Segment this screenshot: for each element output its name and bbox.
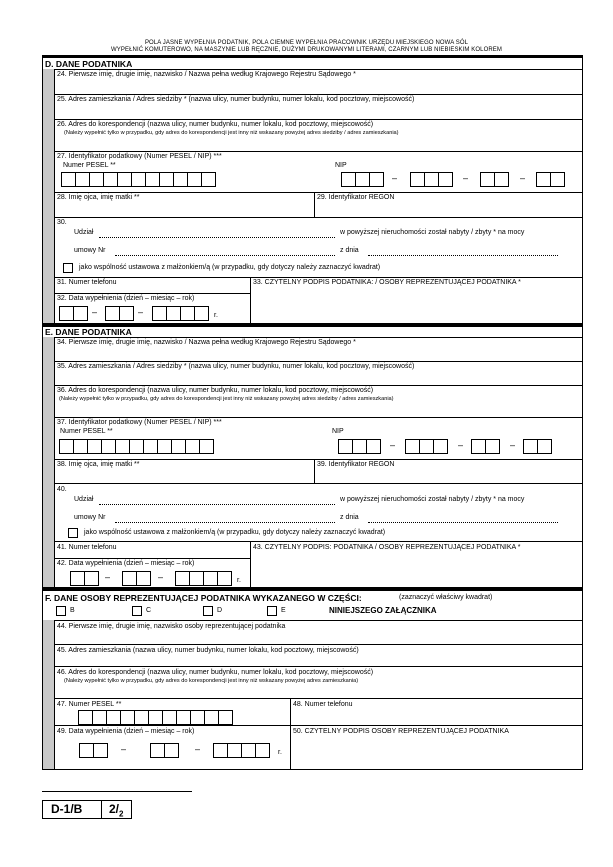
option-b-checkbox[interactable] — [56, 606, 66, 616]
nip-cells-4[interactable] — [536, 172, 564, 187]
zdnia-input[interactable] — [368, 522, 558, 523]
field-44-label: 44. Pierwsze imię, drugie imię, nazwisko osoby reprezentującej podatnika — [57, 623, 286, 630]
pesel-cells[interactable] — [61, 172, 215, 187]
field-49-label: 49. Data wypełnienia (dzień – miesiąc – rok) — [57, 728, 195, 735]
footer-rule — [42, 791, 192, 792]
nip-label: NIP — [332, 428, 344, 435]
field-41-label: 41. Numer telefonu — [57, 544, 117, 551]
date-day-cells[interactable] — [79, 743, 107, 758]
divider — [314, 460, 315, 484]
nip-cells-2[interactable] — [405, 439, 447, 454]
wspolnosc-label: jako wspólność ustawowa z małżonkiem/ą (w przypadku, gdy dotyczy należy zaznaczyć kwadrat) — [84, 529, 386, 536]
field-27-label: 27. Identyfikator podatkowy (Numer PESEL / NIP) *** — [57, 153, 222, 160]
date-year-cells[interactable] — [175, 571, 231, 586]
pesel-label: Numer PESEL ** — [60, 428, 113, 435]
field-29-label: 29. Identyfikator REGON — [317, 194, 395, 201]
pesel-cells[interactable] — [78, 710, 232, 725]
page-number — [109, 802, 123, 818]
field-27 — [54, 151, 582, 193]
date-year-suffix: r. — [278, 749, 282, 756]
option-c-checkbox[interactable] — [132, 606, 142, 616]
nip-cells-4[interactable] — [523, 439, 551, 454]
field-37-label: 37. Identyfikator podatkowy (Numer PESEL / NIP) *** — [57, 419, 222, 426]
section-e — [42, 323, 583, 591]
field-25[interactable] — [54, 94, 582, 120]
nip-dash-1: – — [392, 173, 398, 183]
field-44[interactable] — [54, 620, 582, 645]
field-47-label: 47. Numer PESEL ** — [57, 701, 122, 708]
field-24[interactable] — [54, 69, 582, 95]
nip-dash-1: – — [390, 440, 396, 450]
nip-dash-3: – — [510, 440, 516, 450]
zdnia-label: z dnia — [340, 514, 359, 521]
section-d-title: D. DANE PODATNIKA — [45, 59, 133, 69]
field-35[interactable] — [54, 361, 582, 386]
zdnia-label: z dnia — [340, 247, 359, 254]
option-e-checkbox[interactable] — [267, 606, 277, 616]
field-38-label: 38. Imię ojca, imię matki ** — [57, 461, 140, 468]
date-year-suffix: r. — [214, 312, 218, 319]
date-dash-1: – — [121, 744, 127, 754]
nip-cells-1[interactable] — [341, 172, 383, 187]
nip-label: NIP — [335, 162, 347, 169]
date-month-cells[interactable] — [105, 306, 133, 321]
nip-dash-2: – — [458, 440, 464, 450]
field-36-label: 36. Adres do korespondencji (nazwa ulicy, numer budynku, numer lokalu, kod pocztowy, miejscowość) — [57, 387, 374, 394]
field-32-label: 32. Data wypełnienia (dzień – miesiąc – rok) — [57, 295, 195, 302]
field-45-label: 45. Adres zamieszkania (nazwa ulicy, numer budynku, numer lokalu, kod pocztowy, miejscowość) — [57, 647, 359, 654]
wspolnosc-checkbox[interactable] — [68, 528, 78, 538]
nip-dash-2: – — [463, 173, 469, 183]
date-year-cells[interactable] — [213, 743, 269, 758]
field-46-note: (Należy wypełnić tylko w przypadku, gdy adres do korespondencji jest inny niż wskazany powyżej adres zamieszkania) — [64, 678, 359, 684]
page-number-main: 2/ — [109, 802, 120, 816]
date-dash-2: – — [195, 744, 201, 754]
header-line-2: WYPEŁNIĆ KOMUTEROWO, NA MASZYNIE LUB RĘCZNIE, DUŻYMI DRUKOWANYMI LITERAMI, CZARNYM LUB NIEBIESKIM KOLOREM — [111, 47, 502, 53]
field-28-label: 28. Imię ojca, imię matki ** — [57, 194, 140, 201]
field-40 — [54, 483, 582, 542]
field-37 — [54, 417, 582, 460]
field-36-note: (Należy wypełnić tylko w przypadku, gdy adres do korespondencji jest inny niż wskazany powyżej adres siedziby / adres zamieszkania) — [59, 396, 394, 402]
umowy-input[interactable] — [115, 255, 335, 256]
section-f — [42, 587, 583, 770]
form-code: D-1/B — [51, 802, 83, 816]
date-year-cells[interactable] — [152, 306, 208, 321]
field-34[interactable] — [54, 337, 582, 362]
pesel-cells[interactable] — [59, 439, 213, 454]
divider — [314, 193, 315, 218]
nip-cells-1[interactable] — [338, 439, 380, 454]
field-41-43 — [54, 541, 582, 591]
field-43-label: 43. CZYTELNY PODPIS: PODATNIKA / OSOBY REPREZENTUJĄCEJ PODATNIKA * — [253, 544, 521, 551]
date-dash-2: – — [158, 572, 164, 582]
divider — [101, 801, 102, 818]
field-45[interactable] — [54, 644, 582, 667]
field-36[interactable] — [54, 385, 582, 418]
pesel-label: Numer PESEL ** — [63, 162, 116, 169]
umowy-input[interactable] — [115, 522, 335, 523]
option-d-checkbox[interactable] — [203, 606, 213, 616]
date-dash-2: – — [138, 307, 144, 317]
field-33-label: 33. CZYTELNY PODPIS PODATNIKA: / OSOBY REPREZENTUJĄCEJ PODATNIKA * — [253, 279, 521, 286]
zalacznik-label: NINIEJSZEGO ZAŁĄCZNIKA — [329, 606, 437, 615]
field-28-29 — [54, 192, 582, 218]
date-month-cells[interactable] — [122, 571, 150, 586]
field-26-label: 26. Adres do korespondencji (nazwa ulicy, numer budynku, numer lokalu, kod pocztowy, miejscowość) — [57, 121, 374, 128]
option-d-label: D — [217, 607, 223, 614]
field-46-label: 46. Adres do korespondencji (nazwa ulicy, numer budynku, numer lokalu, kod pocztowy, miejscowość) — [57, 669, 374, 676]
divider — [290, 699, 291, 726]
section-f-title: F. DANE OSOBY REPREZENTUJĄCEJ PODATNIKA WYKAZANEGO W CZĘŚCI: — [45, 593, 362, 603]
field-38-39 — [54, 459, 582, 484]
divider — [250, 542, 251, 591]
wspolnosc-label: jako wspólność ustawowa z małżonkiem/ą (w przypadku, gdy dotyczy należy zaznaczyć kwadrat) — [79, 264, 381, 271]
wspolnosc-checkbox[interactable] — [63, 263, 73, 273]
date-month-cells[interactable] — [150, 743, 178, 758]
field-40-label: 40. — [57, 486, 67, 493]
nip-cells-3[interactable] — [471, 439, 499, 454]
field-42-label: 42. Data wypełnienia (dzień – miesiąc – rok) — [57, 560, 195, 567]
section-f-title-note: (zaznaczyć właściwy kwadrat) — [399, 594, 493, 601]
date-day-cells[interactable] — [70, 571, 98, 586]
udzial-input[interactable] — [99, 504, 335, 505]
field-50-label: 50. CZYTELNY PODPIS OSOBY REPREZENTUJĄCEJ PODATNIKA — [293, 728, 509, 735]
udzial-label: Udział — [74, 496, 94, 503]
field-30 — [54, 217, 582, 278]
field-49-50 — [54, 725, 582, 770]
header-line-1: POLA JASNE WYPEŁNIA PODATNIK, POLA CIEMNE WYPEŁNIA PRACOWNIK URZĘDU MIEJSKIEGO NOWA SÓL — [144, 40, 469, 46]
udzial-label: Udział — [74, 229, 94, 236]
nip-cells-2[interactable] — [410, 172, 452, 187]
field-34-label: 34. Pierwsze imię, drugie imię, nazwisko / Nazwa pełna według Krajowego Rejestru Sądowego * — [57, 339, 356, 346]
date-year-suffix: r. — [237, 577, 241, 584]
divider — [54, 558, 250, 559]
date-day-cells[interactable] — [59, 306, 87, 321]
form-code-box — [42, 800, 132, 819]
section-d — [42, 55, 583, 327]
date-dash-1: – — [92, 307, 98, 317]
divider — [250, 278, 251, 327]
nip-dash-3: – — [520, 173, 526, 183]
field-46[interactable] — [54, 666, 582, 699]
udzial-text: w powyższej nieruchomości został nabyty / zbyty * na mocy — [340, 496, 525, 503]
umowy-label: umowy Nr — [74, 247, 106, 254]
field-48-label: 48. Numer telefonu — [293, 701, 353, 708]
nip-cells-3[interactable] — [480, 172, 508, 187]
zdnia-input[interactable] — [368, 255, 558, 256]
field-24-label: 24. Pierwsze imię, drugie imię, nazwisko / Nazwa pełna według Krajowego Rejestru Sądowego * — [57, 71, 356, 78]
field-25-label: 25. Adres zamieszkania / Adres siedziby * (nazwa ulicy, numer budynku, numer lokalu, kod pocztowy, miejscowość) — [57, 96, 415, 103]
option-e-label: E — [281, 607, 286, 614]
section-e-title: E. DANE PODATNIKA — [45, 327, 132, 337]
field-39-label: 39. Identyfikator REGON — [317, 461, 395, 468]
field-35-label: 35. Adres zamieszkania / Adres siedziby * (nazwa ulicy, numer budynku, numer lokalu, kod pocztowy, miejscowość) — [57, 363, 415, 370]
field-26-note: (Należy wypełnić tylko w przypadku, gdy adres do korespondencji jest inny niż wskazany powyżej adres siedziby / adres zamieszkania) — [64, 130, 399, 136]
field-30-label: 30. — [57, 219, 67, 226]
field-47-48 — [54, 698, 582, 726]
option-b-label: B — [70, 607, 75, 614]
date-dash-1: – — [105, 572, 111, 582]
page-number-total: 2 — [119, 809, 124, 819]
udzial-text: w powyższej nieruchomości został nabyty / zbyty * na mocy — [340, 229, 525, 236]
umowy-label: umowy Nr — [74, 514, 106, 521]
udzial-input[interactable] — [99, 237, 335, 238]
divider — [54, 293, 250, 294]
field-31-label: 31. Numer telefonu — [57, 279, 117, 286]
divider — [290, 726, 291, 770]
field-31-33 — [54, 277, 582, 327]
option-c-label: C — [146, 607, 152, 614]
field-26[interactable] — [54, 119, 582, 152]
